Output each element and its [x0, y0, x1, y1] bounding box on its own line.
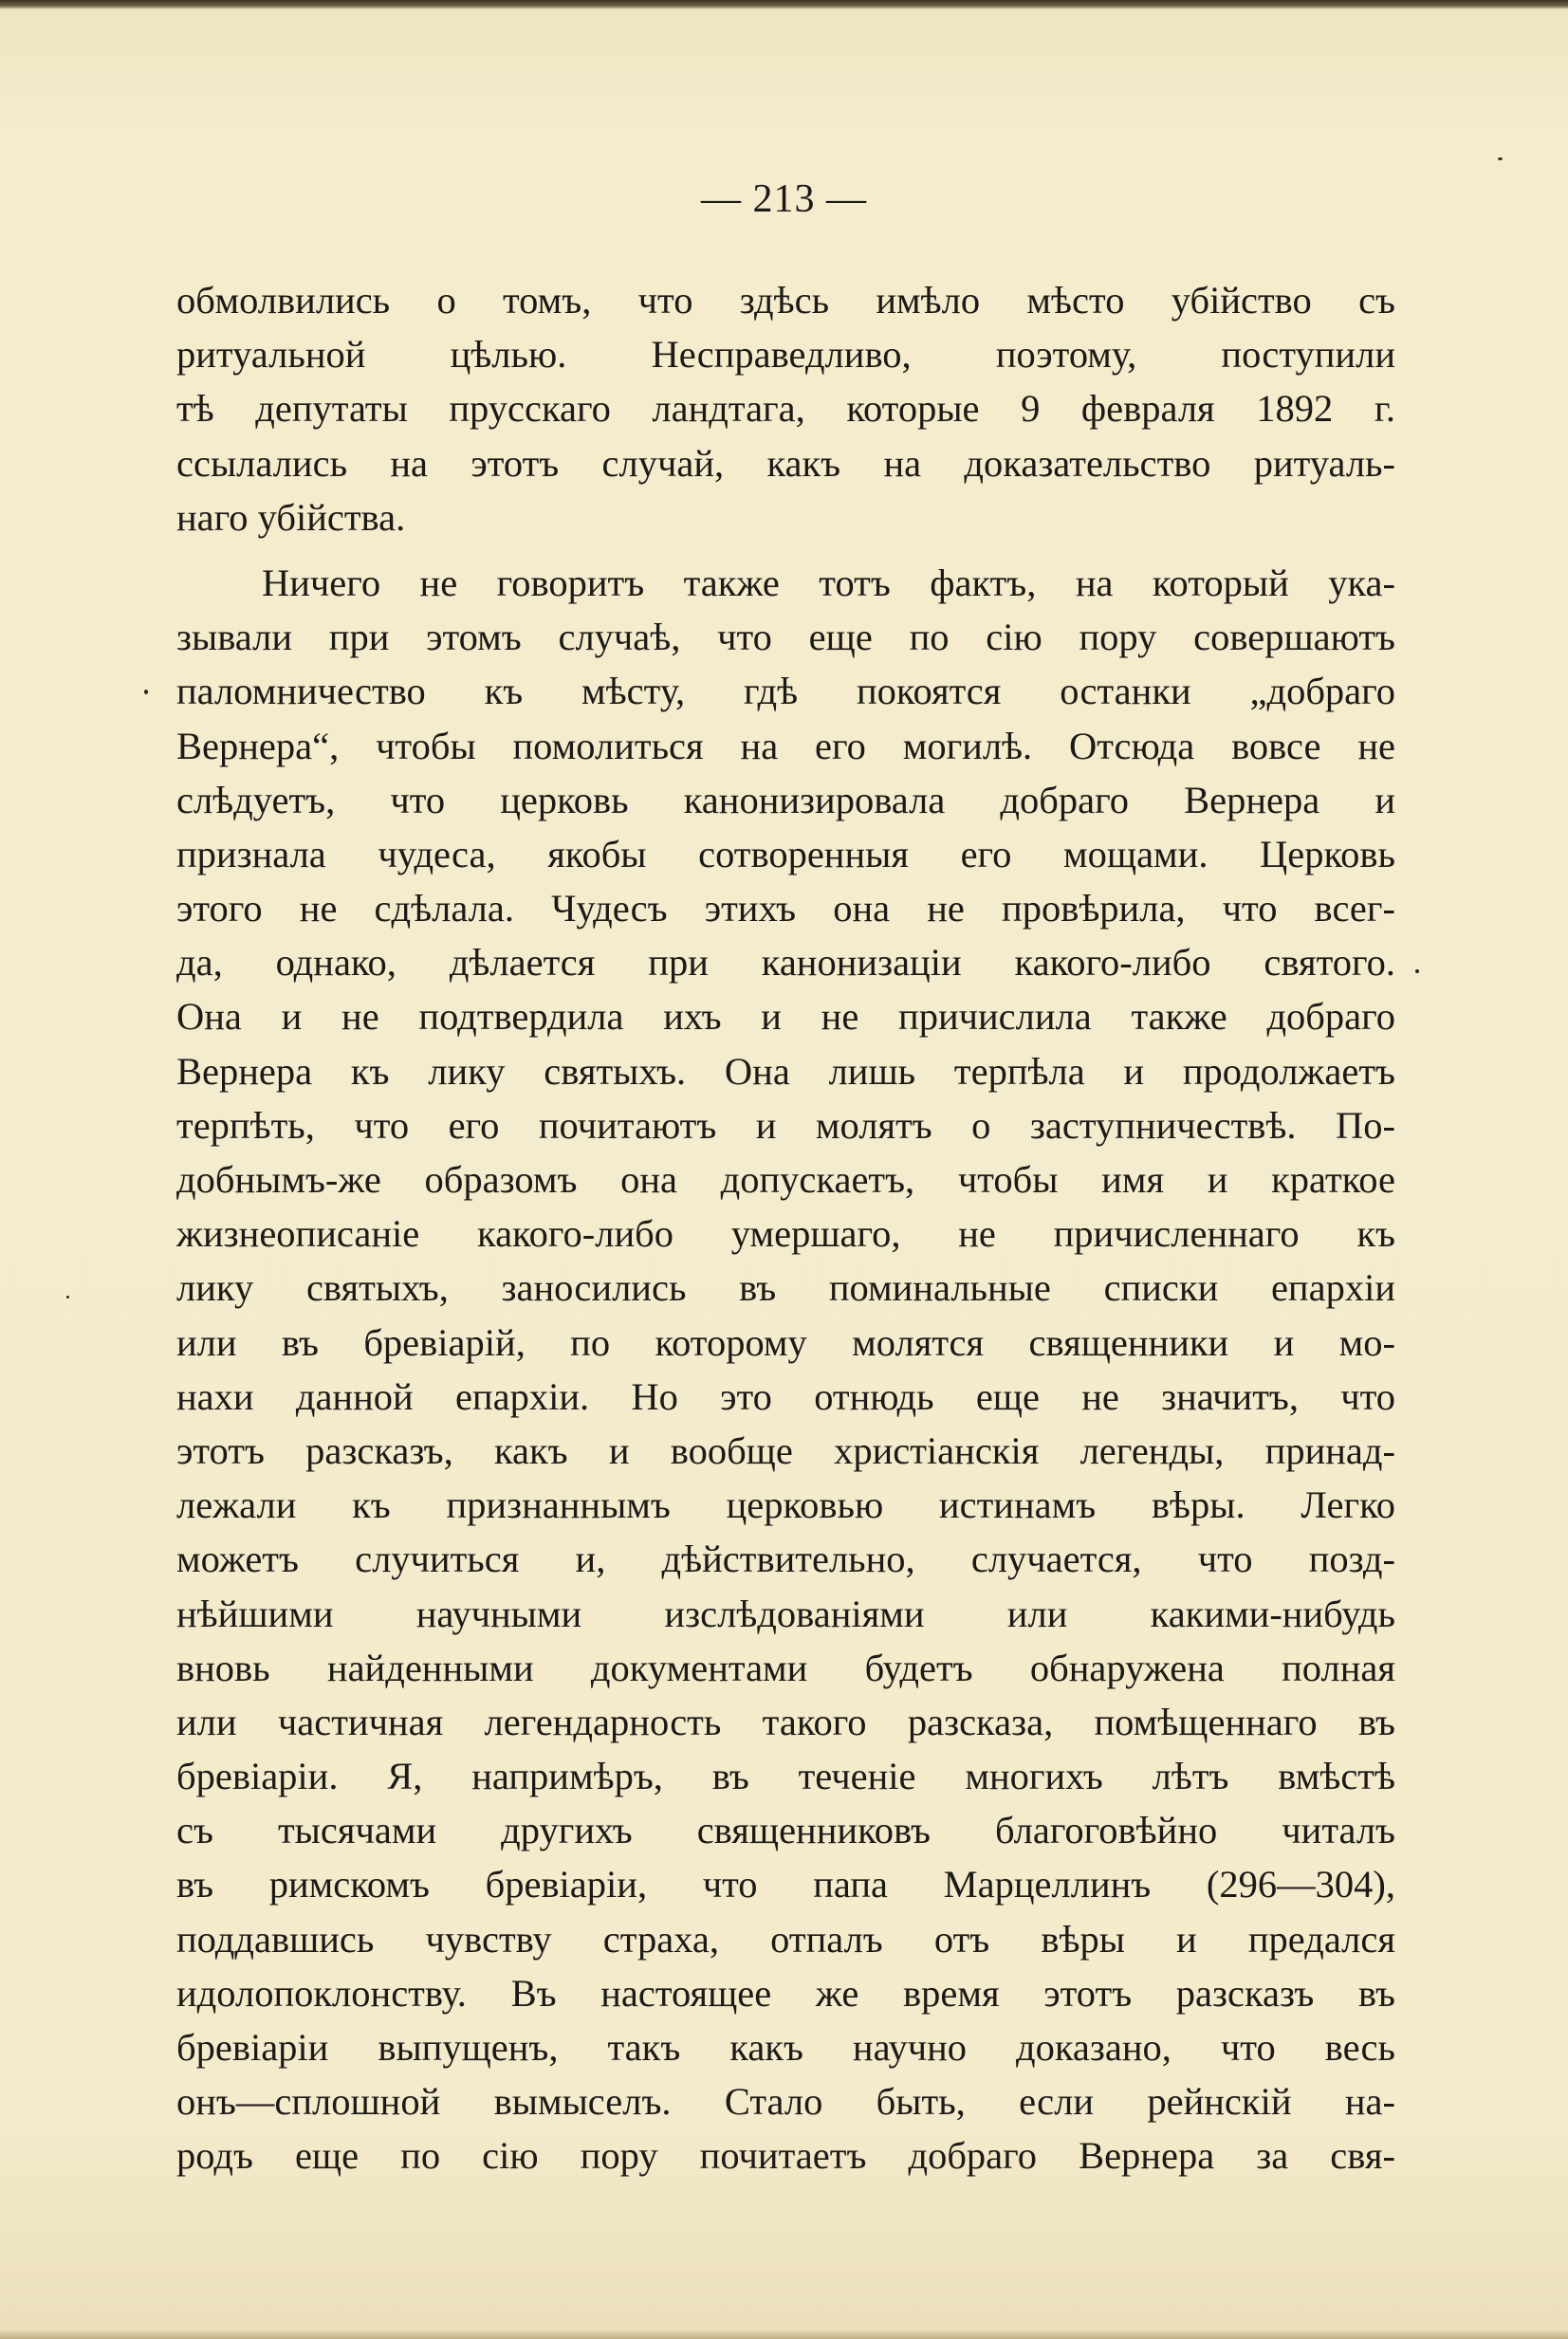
text-line: въ римскомъ бревіаріи, что папа Марцеллинъ (296—304), [176, 1863, 1395, 1906]
text-line: слѣдуетъ, что церковь канонизировала добраго Вернера и [176, 778, 1395, 821]
text-line: съ тысячами другихъ священниковъ благоговѣйно читалъ [176, 1809, 1395, 1852]
text-line: или частичная легендарность такого разсказа, помѣщеннаго въ [176, 1700, 1395, 1743]
text-line: бревіаріи. Я, напримѣръ, въ теченіе многихъ лѣтъ вмѣстѣ [176, 1755, 1395, 1798]
text-line: обмолвились о томъ, что здѣсь имѣло мѣсто убійство съ [176, 279, 1395, 322]
text-line: Она и не подтвердила ихъ и не причислила также добраго [176, 995, 1395, 1039]
text-line: лежали къ признаннымъ церковью истинамъ вѣры. Легко [176, 1483, 1395, 1527]
text-line: онъ—сплошной вымыселъ. Стало быть, если рейнскій на- [176, 2080, 1395, 2124]
text-line: вновь найденными документами будетъ обнаружена полная [176, 1646, 1395, 1689]
text-line: или въ бревіарій, по которому молятся священники и мо- [176, 1320, 1395, 1364]
text-line: нѣйшими научными изслѣдованіями или какими-нибудь [176, 1592, 1395, 1635]
paper-speck [66, 1296, 69, 1298]
text-line: паломничество къ мѣсту, гдѣ покоятся останки „добраго [176, 670, 1395, 713]
page-top-edge [0, 0, 1568, 9]
text-line: можетъ случиться и, дѣйствительно, случается, что позд- [176, 1538, 1395, 1581]
text-line: наго убійства. [176, 495, 406, 539]
text-line: тѣ депутаты прусскаго ландтага, которые 9 февраля 1892 г. [176, 387, 1395, 431]
text-line: бревіаріи выпущенъ, такъ какъ научно доказано, что весь [176, 2026, 1395, 2069]
text-line: признала чудеса, якобы сотворенныя его мощами. Церковь [176, 832, 1395, 875]
text-line: добнымъ-же образомъ она допускаетъ, чтобы имя и краткое [176, 1158, 1395, 1201]
text-line: жизнеописаніе какого-либо умершаго, не причисленнаго къ [176, 1212, 1395, 1256]
text-line: ритуальной цѣлью. Несправедливо, поэтому, поступили [176, 333, 1395, 377]
text-line: Вернера“, чтобы помолиться на его могилѣ. Отсюда вовсе не [176, 724, 1395, 767]
text-line: поддавшись чувству страха, отпалъ отъ вѣры и предался [176, 1917, 1395, 1961]
text-line: да, однако, дѣлается при канонизаціи какого-либо святого. [176, 941, 1395, 985]
text-line: зывали при этомъ случаѣ, что еще по сію пору совершаютъ [176, 616, 1395, 659]
text-line: этотъ разсказъ, какъ и вообще христіанскія легенды, принад- [176, 1428, 1395, 1472]
text-line: нахи данной епархіи. Но это отнюдь еще не значитъ, что [176, 1374, 1395, 1418]
paper-speck [144, 690, 148, 694]
paragraph-1 [176, 273, 1395, 544]
text-line: Ничего не говоритъ также тотъ фактъ, на который ука- [262, 561, 1395, 604]
text-line: идолопоклонству. Въ настоящее же время этотъ разсказъ въ [176, 1971, 1395, 2015]
page-number: — 213 — [701, 177, 867, 221]
text-line: лику святыхъ, заносились въ поминальные списки епархіи [176, 1266, 1395, 1310]
body-text [176, 273, 1395, 2183]
text-line: ссылались на этотъ случай, какъ на доказательство ритуаль- [176, 441, 1395, 485]
text-line: родъ еще по сію пору почитаетъ добраго Вернера за свя- [176, 2134, 1395, 2178]
text-line: Вернера къ лику святыхъ. Она лишь терпѣла и продолжаетъ [176, 1049, 1395, 1093]
page-bottom-edge [0, 2330, 1568, 2339]
text-line: этого не сдѣлала. Чудесъ этихъ она не провѣрила, что всег- [176, 887, 1395, 930]
text-line: терпѣть, что его почитаютъ и молятъ о заступничествѣ. По- [176, 1103, 1395, 1147]
paper-speck [1415, 969, 1419, 973]
paper-speck [1498, 157, 1503, 160]
paragraph-2 [176, 556, 1395, 2183]
